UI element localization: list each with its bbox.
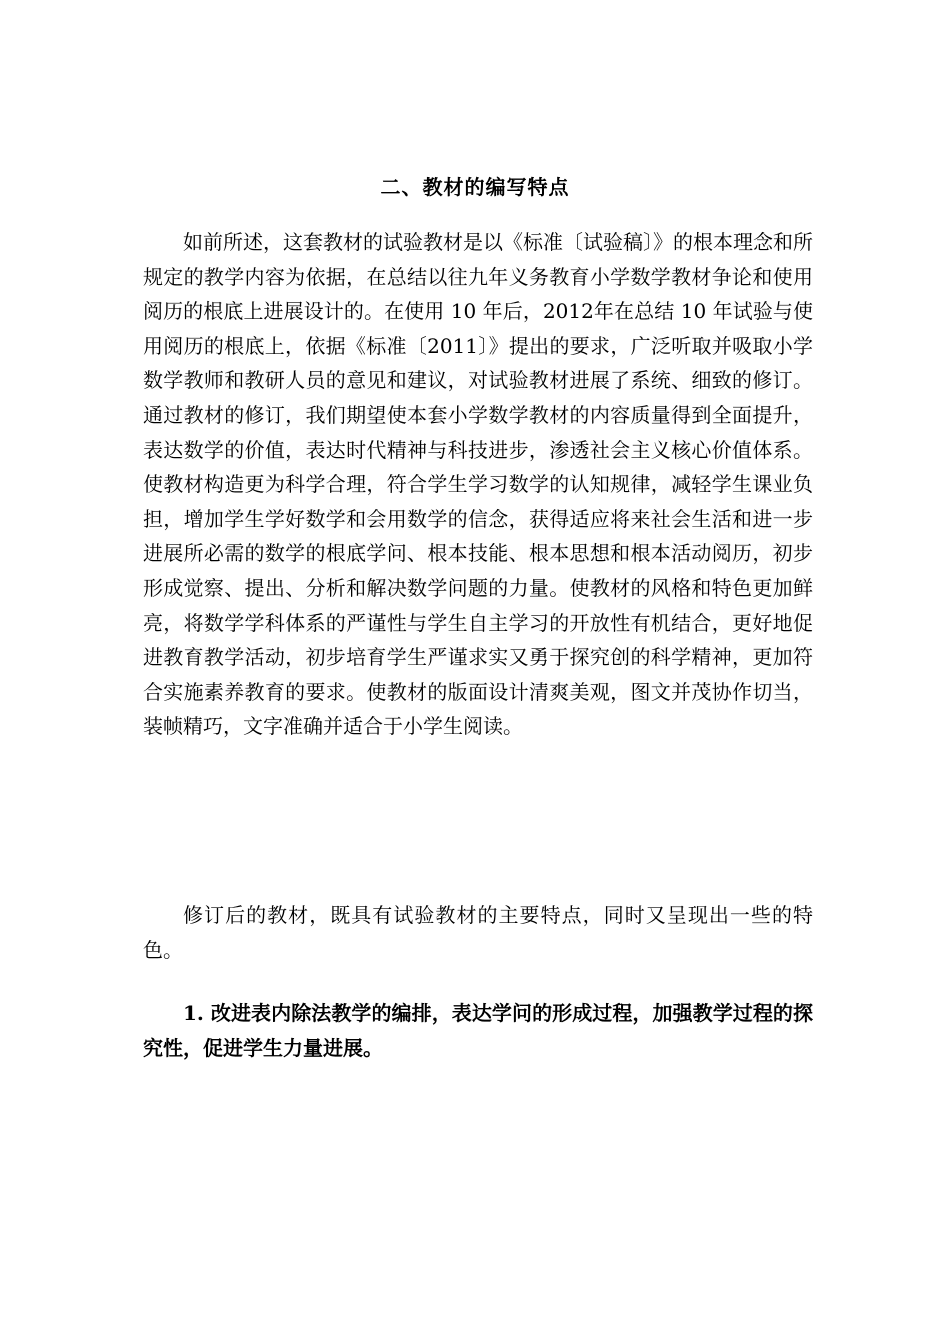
- paragraph-revised-features: 修订后的教材，既具有试验教材的主要特点，同时又呈现出一些的特色。: [143, 903, 813, 962]
- section-heading: 二、教材的编写特点: [380, 175, 570, 199]
- paragraph-point-1: 1. 改进表内除法教学的编排，表达学问的形成过程，加强教学过程的探究性，促进学生力量进展。: [143, 1001, 813, 1060]
- paragraph-revision-background: 如前所述，这套教材的试验教材是以《标准〔试验稿〕》的根本理念和所规定的教学内容为依据，在总结以往九年义务教育小学数学教材争论和使用阅历的根底上进展设计的。在使用 10 年后，2012年在总结 10 年试验与使用阅历的根底上，依据《标准〔2011〕》提出的要求，广泛听取并吸取小学数学教师和教研人员的意见和建议，对试验教材进展了系统、细致的修订。通过教材的修订，我们期望使本套小学数学教材的内容质量得到全面提升，表达数学的价值，表达时代精神与科技进步，渗透社会主义核心价值体系。使教材构造更为科学合理，符合学生学习数学的认知规律，减轻学生课业负担，增加学生学好数学和会用数学的信念，获得适应将来社会生活和进一步进展所必需的数学的根底学问、根本技能、根本思想和根本活动阅历，初步形成觉察、提出、分析和解决数学问题的力量。使教材的风格和特色更加鲜亮，将数学学科体系的严谨性与学生自主学习的开放性有机结合，更好地促进教育教学活动，初步培育学生严谨求实又勇于探究创的科学精神，更加符合实施素养教育的要求。使教材的版面设计清爽美观，图文并茂协作切当，装帧精巧，文字准确并适合于小学生阅读。: [143, 230, 813, 739]
